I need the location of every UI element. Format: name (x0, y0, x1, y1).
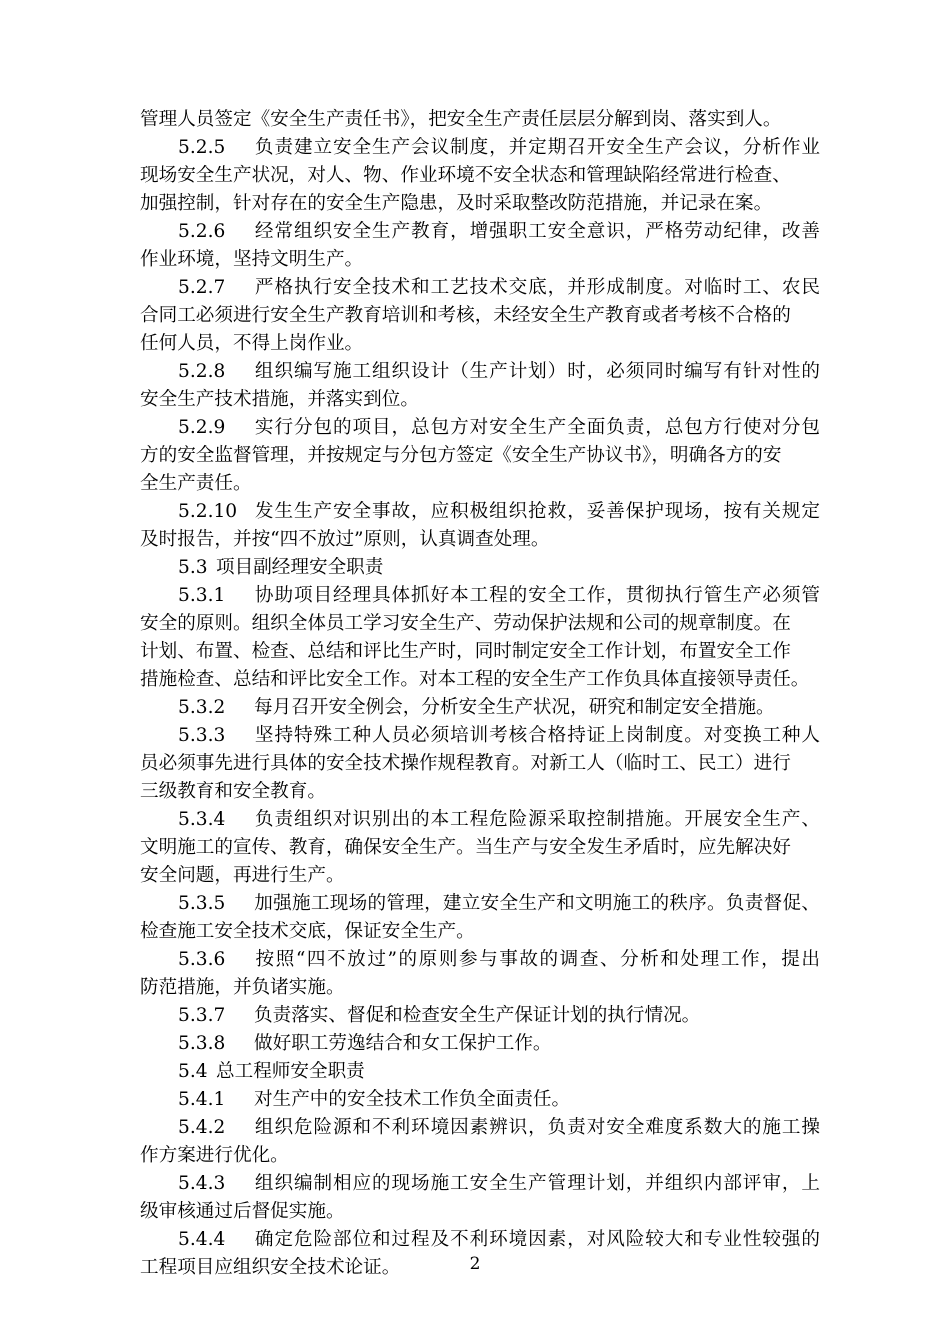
clause-number: 5.2.5 (178, 137, 226, 158)
text-line: 安全生产技术措施，并落实到位。 (140, 389, 419, 410)
text-line: 防范措施，并负诸实施。 (140, 977, 345, 998)
text-line: 全生产责任。 (140, 473, 252, 494)
section-number: 5.4 (178, 1061, 208, 1082)
clause-5-3-8: 5.3.8 做好职工劳逸结合和女工保护工作。 (178, 1030, 820, 1058)
text-line: 工程项目应组织安全技术论证。 (140, 1257, 401, 1278)
page-number: 2 (469, 1254, 481, 1274)
clause-number: 5.3.5 (178, 893, 226, 914)
clause-number: 5.3.8 (178, 1033, 226, 1054)
text-line: 现场安全生产状况，对人、物、作业环境不安全状态和管理缺陷经常进行检查、 (140, 165, 791, 186)
clause-number: 5.2.10 (178, 501, 238, 522)
clause-5-3-1: 5.3.1 协助项目经理具体抓好本工程的安全工作，贯彻执行管生产必须管 (178, 582, 820, 610)
text-line: 管理人员签定《安全生产责任书》，把安全生产责任层层分解到岗、落实到人。 (140, 109, 782, 130)
text-line: 计划、布置、检查、总结和评比生产时，同时制定安全工作计划，布置安全工作 (140, 641, 791, 662)
section-heading-5-4: 5.4 总工程师安全职责 (178, 1058, 820, 1086)
text-line: 安全问题，再进行生产。 (140, 865, 345, 886)
clause-5-4-2: 5.4.2 组织危险源和不利环境因素辨识，负责对安全难度系数大的施工操 (178, 1114, 820, 1142)
clause-number: 5.4.3 (178, 1173, 226, 1194)
text-line: 任何人员，不得上岗作业。 (140, 333, 364, 354)
text-line: 作业环境，坚持文明生产。 (140, 249, 364, 270)
text-line: 级审核通过后督促实施。 (140, 1201, 345, 1222)
text-line: 安全的原则。组织全体员工学习安全生产、劳动保护法规和公司的规章制度。在 (140, 613, 791, 634)
clause-5-4-3: 5.4.3 组织编制相应的现场施工安全生产管理计划，并组织内部评审，上 (178, 1170, 820, 1198)
clause-5-3-7: 5.3.7 负责落实、督促和检查安全生产保证计划的执行情况。 (178, 1002, 820, 1030)
clause-5-2-10: 5.2.10 发生生产安全事故，应积极组织抢救，妥善保护现场，按有关规定 (178, 498, 820, 526)
clause-number: 5.3.3 (178, 725, 226, 746)
text-line: 员必须事先进行具体的安全技术操作规程教育。对新工人（临时工、民工）进行 (140, 753, 791, 774)
clause-number: 5.3.6 (178, 949, 226, 970)
clause-number: 5.2.8 (178, 361, 226, 382)
text-line: 加强控制，针对存在的安全生产隐患，及时采取整改防范措施，并记录在案。 (140, 193, 773, 214)
clause-number: 5.4.2 (178, 1117, 226, 1138)
section-number: 5.3 (178, 557, 208, 578)
clause-5-4-4: 5.4.4 确定危险部位和过程及不利环境因素，对风险较大和专业性较强的 (178, 1226, 820, 1254)
clause-5-2-7: 5.2.7 严格执行安全技术和工艺技术交底，并形成制度。对临时工、农民 (178, 274, 820, 302)
text-line: 合同工必须进行安全生产教育培训和考核，未经安全生产教育或者考核不合格的 (140, 305, 791, 326)
clause-number: 5.3.1 (178, 585, 226, 606)
text-line: 作方案进行优化。 (140, 1145, 289, 1166)
text-line: 措施检查、总结和评比安全工作。对本工程的安全生产工作负具体直接领导责任。 (140, 669, 810, 690)
clause-number: 5.2.9 (178, 417, 226, 438)
clause-5-3-5: 5.3.5 加强施工现场的管理，建立安全生产和文明施工的秩序。负责督促、 (178, 890, 820, 918)
clause-number: 5.4.1 (178, 1089, 226, 1110)
clause-5-2-6: 5.2.6 经常组织安全生产教育，增强职工安全意识，严格劳动纪律，改善 (178, 218, 820, 246)
clause-5-2-9: 5.2.9 实行分包的项目，总包方对安全生产全面负责，总包方行使对分包 (178, 414, 820, 442)
clause-5-2-8: 5.2.8 组织编写施工组织设计（生产计划）时，必须同时编写有针对性的 (178, 358, 820, 386)
clause-5-2-5: 5.2.5 负责建立安全生产会议制度，并定期召开安全生产会议，分析作业 (178, 134, 820, 162)
clause-5-3-3: 5.3.3 坚持特殊工种人员必须培训考核合格持证上岗制度。对变换工种人 (178, 722, 820, 750)
text-line: 及时报告，并按“四不放过”原则，认真调查处理。 (140, 529, 550, 550)
text-line: 三级教育和安全教育。 (140, 781, 326, 802)
text-line: 文明施工的宣传、教育，确保安全生产。当生产与安全发生矛盾时，应先解决好 (140, 837, 791, 858)
clause-5-3-4: 5.3.4 负责组织对识别出的本工程危险源采取控制措施。开展安全生产、 (178, 806, 820, 834)
clause-number: 5.3.4 (178, 809, 226, 830)
clause-number: 5.2.6 (178, 221, 226, 242)
clause-number: 5.2.7 (178, 277, 226, 298)
clause-5-4-1: 5.4.1 对生产中的安全技术工作负全面责任。 (178, 1086, 820, 1114)
text-line: 方的安全监督管理，并按规定与分包方签定《安全生产协议书》，明确各方的安 (140, 445, 782, 466)
clause-5-3-2: 5.3.2 每月召开安全例会，分析安全生产状况，研究和制定安全措施。 (178, 694, 820, 722)
section-heading-5-3: 5.3 项目副经理安全职责 (178, 554, 820, 582)
clause-number: 5.3.7 (178, 1005, 226, 1026)
clause-5-3-6: 5.3.6 按照“四不放过”的原则参与事故的调查、分析和处理工作，提出 (178, 946, 820, 974)
text-line: 检查施工安全技术交底，保证安全生产。 (140, 921, 475, 942)
clause-number: 5.4.4 (178, 1229, 226, 1250)
clause-number: 5.3.2 (178, 697, 226, 718)
